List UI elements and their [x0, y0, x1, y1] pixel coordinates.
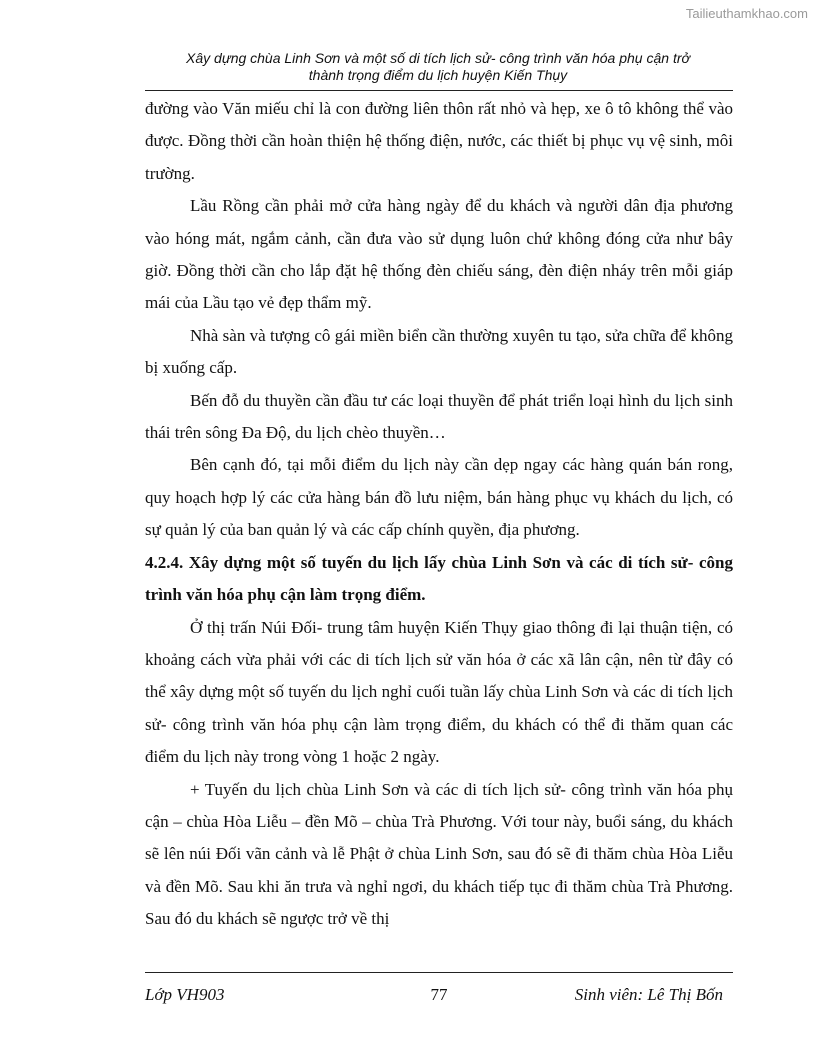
paragraph-1: đường vào Văn miếu chỉ là con đường liên thôn rất nhỏ và hẹp, xe ô tô không thể vào được. Đồng thời cần hoàn thiện hệ thống điện, nước, các thiết bị phục vụ vệ sinh, môi trường. — [145, 99, 733, 183]
paragraph-6: Ở thị trấn Núi Đối- trung tâm huyện Kiến Thụy giao thông đi lại thuận tiện, có khoảng cách vừa phải với các di tích lịch sử văn hóa ở các xã lân cận, nên từ đây có thể xây dựng một số tuyến du lịch nghỉ cuối tuần lấy chùa Linh Sơn và các di tích lịch sử- công trình văn hóa phụ cận làm trọng điểm, du khách có thể đi thăm quan các điểm du lịch này trong vòng 1 hoặc 2 ngày. — [145, 617, 733, 767]
paragraph-7: + Tuyến du lịch chùa Linh Sơn và các di tích lịch sử- công trình văn hóa phụ cận – chùa Hòa Liễu – đền Mõ – chùa Trà Phương. Với tour này, buổi sáng, du khách sẽ lên núi Đối vãn cảnh và lễ Phật ở chùa Linh Sơn, sau đó sẽ đi thăm chùa Hòa Liễu và đền Mõ. Sau khi ăn trưa và nghỉ ngơi, du khách tiếp tục đi thăm chùa Trà Phương. Sau đó du khách sẽ ngược trở về thị — [145, 779, 733, 929]
running-header — [140, 50, 736, 84]
paragraph-3: Nhà sàn và tượng cô gái miền biển cần thường xuyên tu tạo, sửa chữa để không bị xuống cấp. — [145, 325, 733, 378]
page-number: 77 — [430, 985, 448, 1004]
header-line-1: Xây dựng chùa Linh Sơn và một số di tích lịch sử- công trình văn hóa phụ cận trở — [186, 50, 690, 66]
footer-rule — [145, 972, 733, 973]
section-heading: 4.2.4. Xây dựng một số tuyến du lịch lấy chùa Linh Sơn và các di tích sử- công trình văn hóa phụ cận làm trọng điểm. — [145, 552, 733, 605]
watermark: Tailieuthamkhao.com — [685, 6, 808, 21]
footer-class: Lớp VH903 — [145, 985, 225, 1004]
header-rule — [145, 90, 733, 91]
header-line-2: thành trọng điểm du lịch huyện Kiến Thụy — [308, 67, 568, 83]
paragraph-4: Bến đỗ du thuyền cần đầu tư các loại thuyền để phát triển loại hình du lịch sinh thái trên sông Đa Độ, du lịch chèo thuyền… — [145, 390, 733, 443]
footer-student: Sinh viên: Lê Thị Bốn — [574, 985, 723, 1004]
page-footer — [145, 985, 733, 1009]
paragraph-2: Lầu Rồng cần phải mở cửa hàng ngày để du khách và người dân địa phương vào hóng mát, ngắm cảnh, cần đưa vào sử dụng luôn chứ không đóng cửa như bây giờ. Đồng thời cần cho lắp đặt hệ thống đèn chiếu sáng, đèn điện nháy trên mỗi giáp mái của Lầu tạo vẻ đẹp thẩm mỹ. — [145, 196, 733, 313]
body-text — [145, 93, 733, 936]
paragraph-5: Bên cạnh đó, tại mỗi điểm du lịch này cần dẹp ngay các hàng quán bán rong, quy hoạch hợp lý các cửa hàng bán đồ lưu niệm, bán hàng phục vụ khách du lịch, có sự quản lý của ban quản lý và các cấp chính quyền, địa phương. — [145, 455, 733, 540]
